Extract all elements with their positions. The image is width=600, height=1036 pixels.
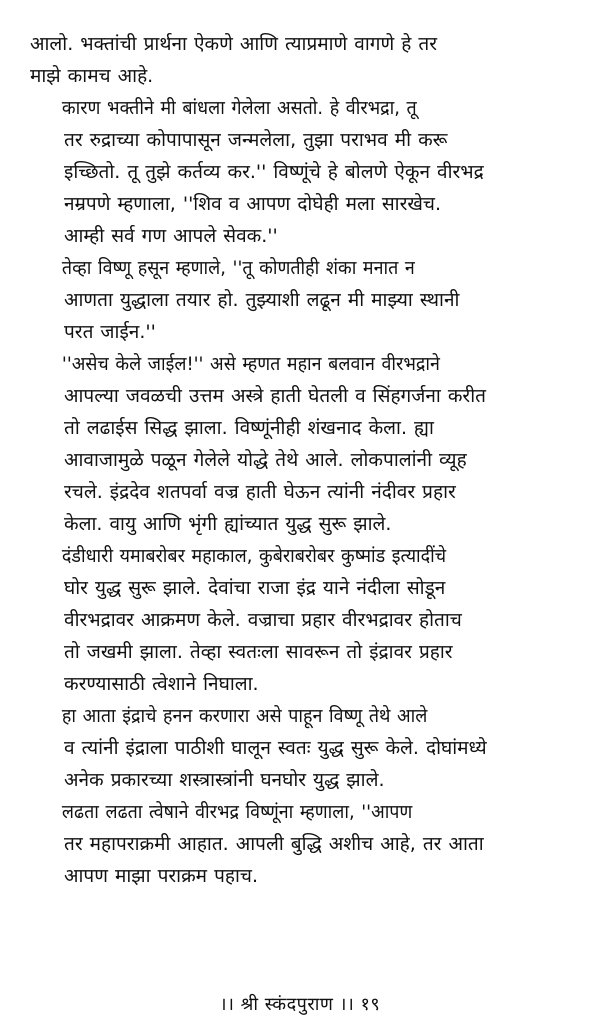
page-footer: ।। श्री स्कंदपुराण ।। १९	[219, 994, 381, 1015]
text-line: तर महापराक्रमी आहात. आपली बुद्धि अशीच आहे, तर आता	[64, 833, 484, 855]
text-line: आम्ही सर्व गण आपले सेवक.''	[64, 225, 278, 247]
text-line: अनेक प्रकारच्या शस्त्रास्त्रांनी घनघोर युद्ध झाले.	[64, 769, 385, 791]
paragraph	[30, 796, 584, 892]
text-line: माझे कामच आहे.	[30, 65, 154, 87]
text-line: दंडीधारी यमाबरोबर महाकाल, कुबेराबरोबर कुष्मांड इत्यादींचे	[61, 545, 447, 567]
paragraph	[30, 348, 584, 540]
paragraph	[30, 28, 584, 92]
text-line: परत जाईन.''	[64, 321, 156, 343]
text-line: तेव्हा विष्णू हसून म्हणाले, ''तू कोणतीही शंका मनात न	[61, 257, 415, 279]
paragraph	[30, 252, 584, 348]
text-line: व त्यांनी इंद्राला पाठीशी घालून स्वतः युद्ध सुरू केले. दोघांमध्ये	[64, 737, 487, 759]
text-line: रचले. इंद्रदेव शतपर्वा वज्र हाती घेऊन त्यांनी नंदीवर प्रहार	[64, 481, 456, 503]
text-line: तो लढाईस सिद्ध झाला. विष्णूंनीही शंखनाद केला. ह्या	[64, 417, 434, 439]
text-line: नम्रपणे म्हणाला, ''शिव व आपण दोघेही मला सारखेच.	[64, 193, 442, 215]
text-line: हा आता इंद्राचे हनन करणारा असे पाहून विष्णू तेथे आले	[61, 705, 428, 727]
text-line: कारण भक्तीने मी बांधला गेलेला असतो. हे वीरभद्रा, तू	[61, 97, 417, 119]
paragraph	[30, 540, 584, 700]
text-line: तर रुद्राच्या कोपापासून जन्मलेला, तुझा पराभव मी करू	[64, 129, 448, 151]
text-line: आवाजामुळे पळून गेलेले योद्धे तेथे आले. लोकपालांनी व्यूह	[64, 449, 467, 471]
text-line: केला. वायु आणि भृंगी ह्यांच्यात युद्ध सुरू झाले.	[64, 513, 392, 535]
text-line: आलो. भक्तांची प्रार्थना ऐकणे आणि त्याप्रमाणे वागणे हे तर	[30, 33, 437, 55]
text-line: इच्छितो. तू तुझे कर्तव्य कर.'' विष्णूंचे हे बोलणे ऐकून वीरभद्र	[64, 161, 484, 183]
paragraph	[30, 92, 584, 252]
text-line: आपल्या जवळची उत्तम अस्त्रे हाती घेतली व सिंहगर्जना करीत	[64, 385, 486, 407]
text-line: आपण माझा पराक्रम पहाच.	[64, 865, 258, 887]
text-line: तो जखमी झाला. तेव्हा स्वतःला सावरून तो इंद्रावर प्रहार	[64, 641, 453, 663]
text-line: आणता युद्धाला तयार हो. तुझ्याशी लढून मी माझ्या स्थानी	[64, 289, 460, 311]
text-line: घोर युद्ध सुरू झाले. देवांचा राजा इंद्र याने नंदीला सोडून	[64, 577, 446, 599]
text-line: वीरभद्रावर आक्रमण केले. वज्राचा प्रहार वीरभद्रावर होताच	[64, 609, 462, 631]
paragraph	[30, 700, 584, 796]
text-line: करण्यासाठी त्वेशाने निघाला.	[64, 673, 259, 695]
text-line: ''असेच केले जाईल!'' असे म्हणत महान बलवान वीरभद्राने	[61, 353, 440, 375]
page-body-text	[30, 28, 584, 892]
text-line: लढता लढता त्वेषाने वीरभद्र विष्णूंना म्हणाला, ''आपण	[61, 801, 413, 823]
